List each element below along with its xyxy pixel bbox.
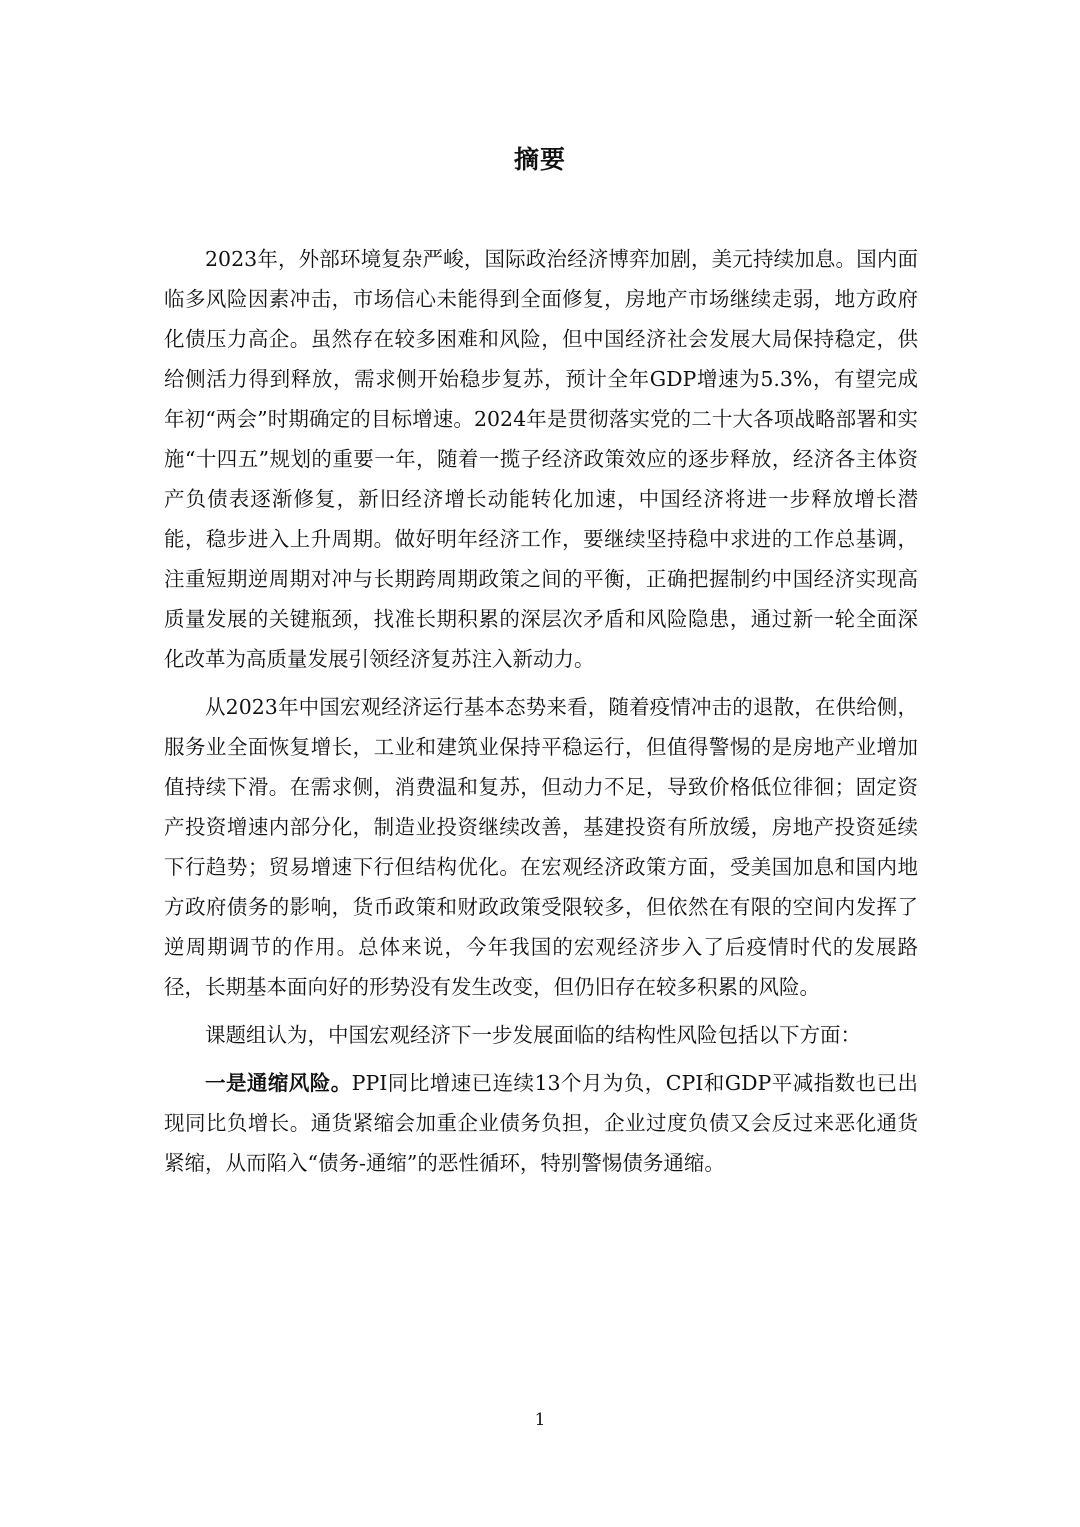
paragraph-4: [164, 1063, 918, 1183]
paragraph-1: [164, 239, 918, 679]
paragraph-3: [164, 1015, 918, 1055]
paragraph-lead: 一是通缩风险。: [205, 1071, 352, 1095]
paragraph-2: [164, 687, 918, 1007]
paragraph-text: 课题组认为，中国宏观经济下一步发展面临的结构性风险包括以下方面：: [205, 1023, 861, 1047]
paragraph-text: 从2023年中国宏观经济运行基本态势来看，随着疫情冲击的退散，在供给侧，服务业全面恢复增长，工业和建筑业保持平稳运行，但值得警惕的是房地产业增加值持续下滑。在需求侧，消费温和复苏，但动力不足，导致价格低位徘徊；固定资产投资增速内部分化，制造业投资继续改善，基建投资有所放缓，房地产投资延续下行趋势；贸易增速下行但结构优化。在宏观经济政策方面，受美国加息和国内地方政府债务的影响，货币政策和财政政策受限较多，但依然在有限的空间内发挥了逆周期调节的作用。总体来说，今年我国的宏观经济步入了后疫情时代的发展路径，长期基本面向好的形势没有发生改变，但仍旧存在较多积累的风险。: [164, 695, 918, 999]
paragraph-text: PPI同比增速已连续13个月为负，CPI和GDP平减指数也已出现同比负增长。通货紧缩会加重企业债务负担，企业过度负债又会反过来恶化通货紧缩，从而陷入“债务-通缩”的恶性循环，特别警惕债务通缩。: [164, 1071, 919, 1175]
page-number: 1: [534, 1410, 546, 1430]
paragraph-text: 2023年，外部环境复杂严峻，国际政治经济博弈加剧，美元持续加息。国内面临多风险因素冲击，市场信心未能得到全面修复，房地产市场继续走弱，地方政府化债压力高企。虽然存在较多困难和风险，但中国经济社会发展大局保持稳定，供给侧活力得到释放，需求侧开始稳步复苏，预计全年GDP增速为5.3%，有望完成年初“两会”时期确定的目标增速。2024年是贯彻落实党的二十大各项战略部署和实施“十四五”规划的重要一年，随着一揽子经济政策效应的逐步释放，经济各主体资产负债表逐渐修复，新旧经济增长动能转化加速，中国经济将进一步释放增长潜能，稳步进入上升周期。做好明年经济工作，要继续坚持稳中求进的工作总基调，注重短期逆周期对冲与长期跨周期政策之间的平衡，正确把握制约中国经济实现高质量发展的关键瓶颈，找准长期积累的深层次矛盾和风险隐患，通过新一轮全面深化改革为高质量发展引领经济复苏注入新动力。: [164, 247, 918, 671]
page-title: 摘要: [513, 145, 566, 174]
document-body: [164, 239, 918, 1191]
